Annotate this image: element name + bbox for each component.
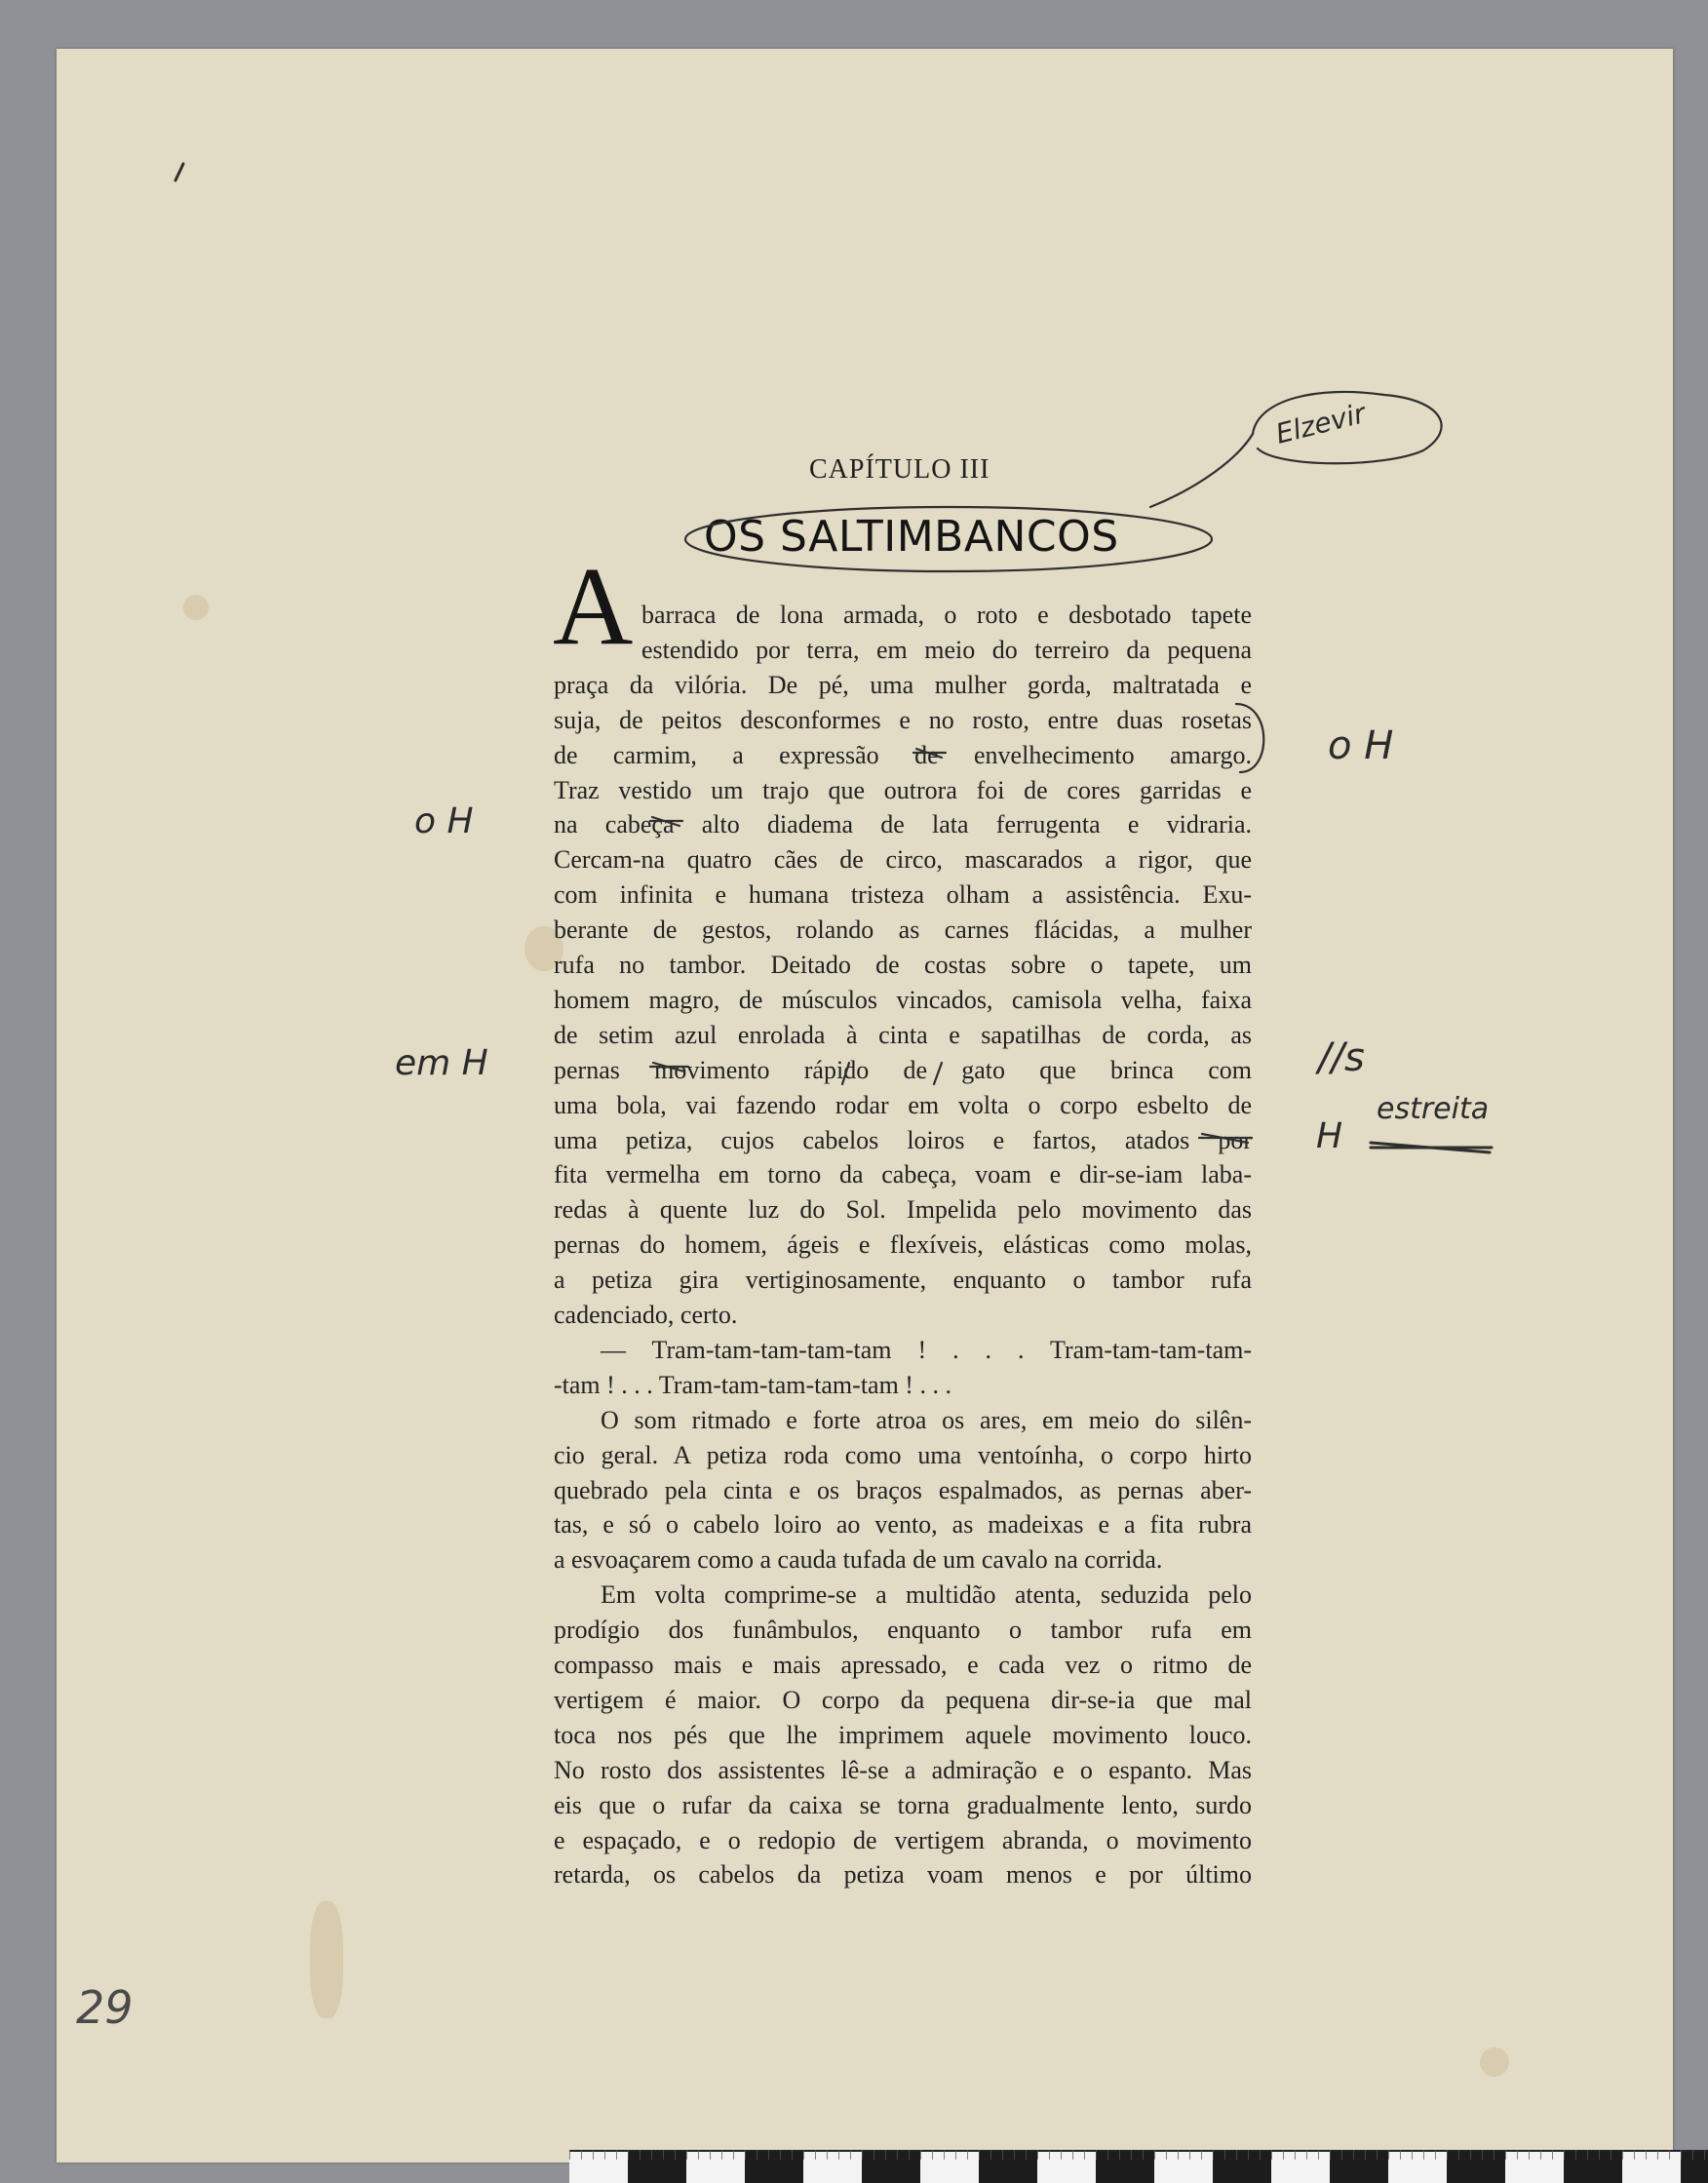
em-h-note: em H <box>395 1043 488 1083</box>
text-line: barraca de lona armada, o roto e desbotado tapete <box>641 601 1252 629</box>
text-line: Cercam-na quatro cães de circo, mascarados a rigor, que <box>554 845 1252 875</box>
estreita-note: estreita <box>1377 1092 1490 1126</box>
chapter-heading: CAPÍTULO III <box>809 454 990 485</box>
text-line: de setim azul enrolada à cinta e sapatilhas de corda, as <box>554 1020 1252 1049</box>
slash-mark-2 <box>934 1063 942 1084</box>
text-line: praça da vilória. De pé, uma mulher gorda, maltratada e <box>554 670 1252 699</box>
strike-mark-4 <box>1199 1134 1252 1143</box>
text-line: vertigem é maior. O corpo da pequena dir-se-ia que mal <box>554 1685 1252 1714</box>
oh-left-note: o H <box>414 801 474 841</box>
text-line: retarda, os cabelos da petiza voam menos e por último <box>554 1860 1252 1890</box>
struck-margin-word <box>1371 1143 1492 1152</box>
elzevir-note: Elzevir <box>1272 397 1369 450</box>
text-line: toca nos pés que lhe imprimem aquele movimento louco. <box>554 1720 1252 1749</box>
text-line: cio geral. A petiza roda como uma ventoínha, o corpo hirto <box>554 1440 1252 1469</box>
text-line: com infinita e humana tristeza olham a assistência. Exu- <box>554 880 1252 910</box>
text-line: a esvoaçarem como a cauda tufada de um cavalo na corrida. <box>554 1545 1163 1575</box>
text-line: Traz vestido um trajo que outrora foi de cores garridas e <box>554 775 1252 804</box>
text-line: compasso mais e mais apressado, e cada vez o ritmo de <box>554 1651 1252 1679</box>
oh-right-note: o H <box>1328 723 1394 768</box>
h-note: H <box>1316 1116 1343 1156</box>
text-line: rufa no tambor. Deitado de costas sobre o tapete, um <box>554 951 1252 979</box>
text-line: na cabeça alto diadema de lata ferrugenta e vidraria. <box>554 810 1252 839</box>
drop-cap: A <box>553 544 634 668</box>
text-line: uma bola, vai fazendo rodar em volta o corpo esbelto de <box>554 1090 1252 1119</box>
page-number: 29 <box>76 1981 134 2034</box>
pencil-tick-mark <box>175 164 183 180</box>
slash-mark-1 <box>842 1063 849 1084</box>
text-line: estendido por terra, em meio do terreiro da pequena <box>641 635 1252 664</box>
right-bracket-mark <box>1236 704 1263 772</box>
text-line: redas à quente luz do Sol. Impelida pelo movimento das <box>554 1195 1252 1225</box>
text-line: -tam ! . . . Tram-tam-tam-tam-tam ! . . . <box>554 1370 951 1399</box>
text-line: a petiza gira vertiginosamente, enquanto o tambor rufa <box>554 1266 1252 1295</box>
text-line: Em volta comprime-se a multidão atenta, seduzida pelo <box>601 1580 1252 1610</box>
title-circle-mark <box>685 507 1212 571</box>
text-line: No rosto dos assistentes lê-se a admiração e o espanto. Mas <box>554 1755 1252 1784</box>
separation-note: //s <box>1318 1035 1365 1080</box>
text-line: e espaçado, e o redopio de vertigem abranda, o movimento <box>554 1825 1252 1854</box>
strike-mark-1 <box>913 749 946 758</box>
text-line: O som ritmado e forte atroa os ares, em meio do silên- <box>601 1405 1252 1434</box>
strike-mark-3 <box>650 1063 688 1072</box>
text-line: — Tram-tam-tam-tam-tam ! . . . Tram-tam-tam-tam- <box>601 1335 1252 1364</box>
chapter-title: OS SALTIMBANCOS <box>704 512 1119 562</box>
text-line: cadenciado, certo. <box>554 1301 738 1329</box>
text-line: de carmim, a expressão de envelhecimento amargo. <box>554 740 1252 769</box>
text-line: quebrado pela cinta e os braços espalmados, as pernas aber- <box>554 1475 1252 1504</box>
elzevir-leader-line <box>1150 434 1253 507</box>
text-line: prodígio dos funâmbulos, enquanto o tambor rufa em <box>554 1616 1252 1645</box>
text-line: tas, e só o cabelo loiro ao vento, as madeixas e a fita rubra <box>554 1510 1252 1540</box>
text-line: fita vermelha em torno da cabeça, voam e dir-se-iam laba- <box>554 1160 1252 1189</box>
scale-ruler-ticks <box>569 2150 1708 2160</box>
text-line: eis que o rufar da caixa se torna gradualmente lento, surdo <box>554 1790 1252 1819</box>
text-line: pernas do homem, ágeis e flexíveis, elásticas como molas, <box>554 1230 1252 1260</box>
strike-mark-2 <box>650 817 682 826</box>
text-line: berante de gestos, rolando as carnes flácidas, a mulher <box>554 916 1252 945</box>
text-line: pernas movimento rápido de gato que brinca com <box>554 1055 1252 1084</box>
text-line: uma petiza, cujos cabelos loiros e fartos, atados por <box>554 1125 1252 1154</box>
text-line: suja, de peitos desconformes e no rosto, entre duas rosetas <box>554 705 1252 734</box>
text-line: homem magro, de músculos vincados, camisola velha, faixa <box>554 985 1252 1014</box>
